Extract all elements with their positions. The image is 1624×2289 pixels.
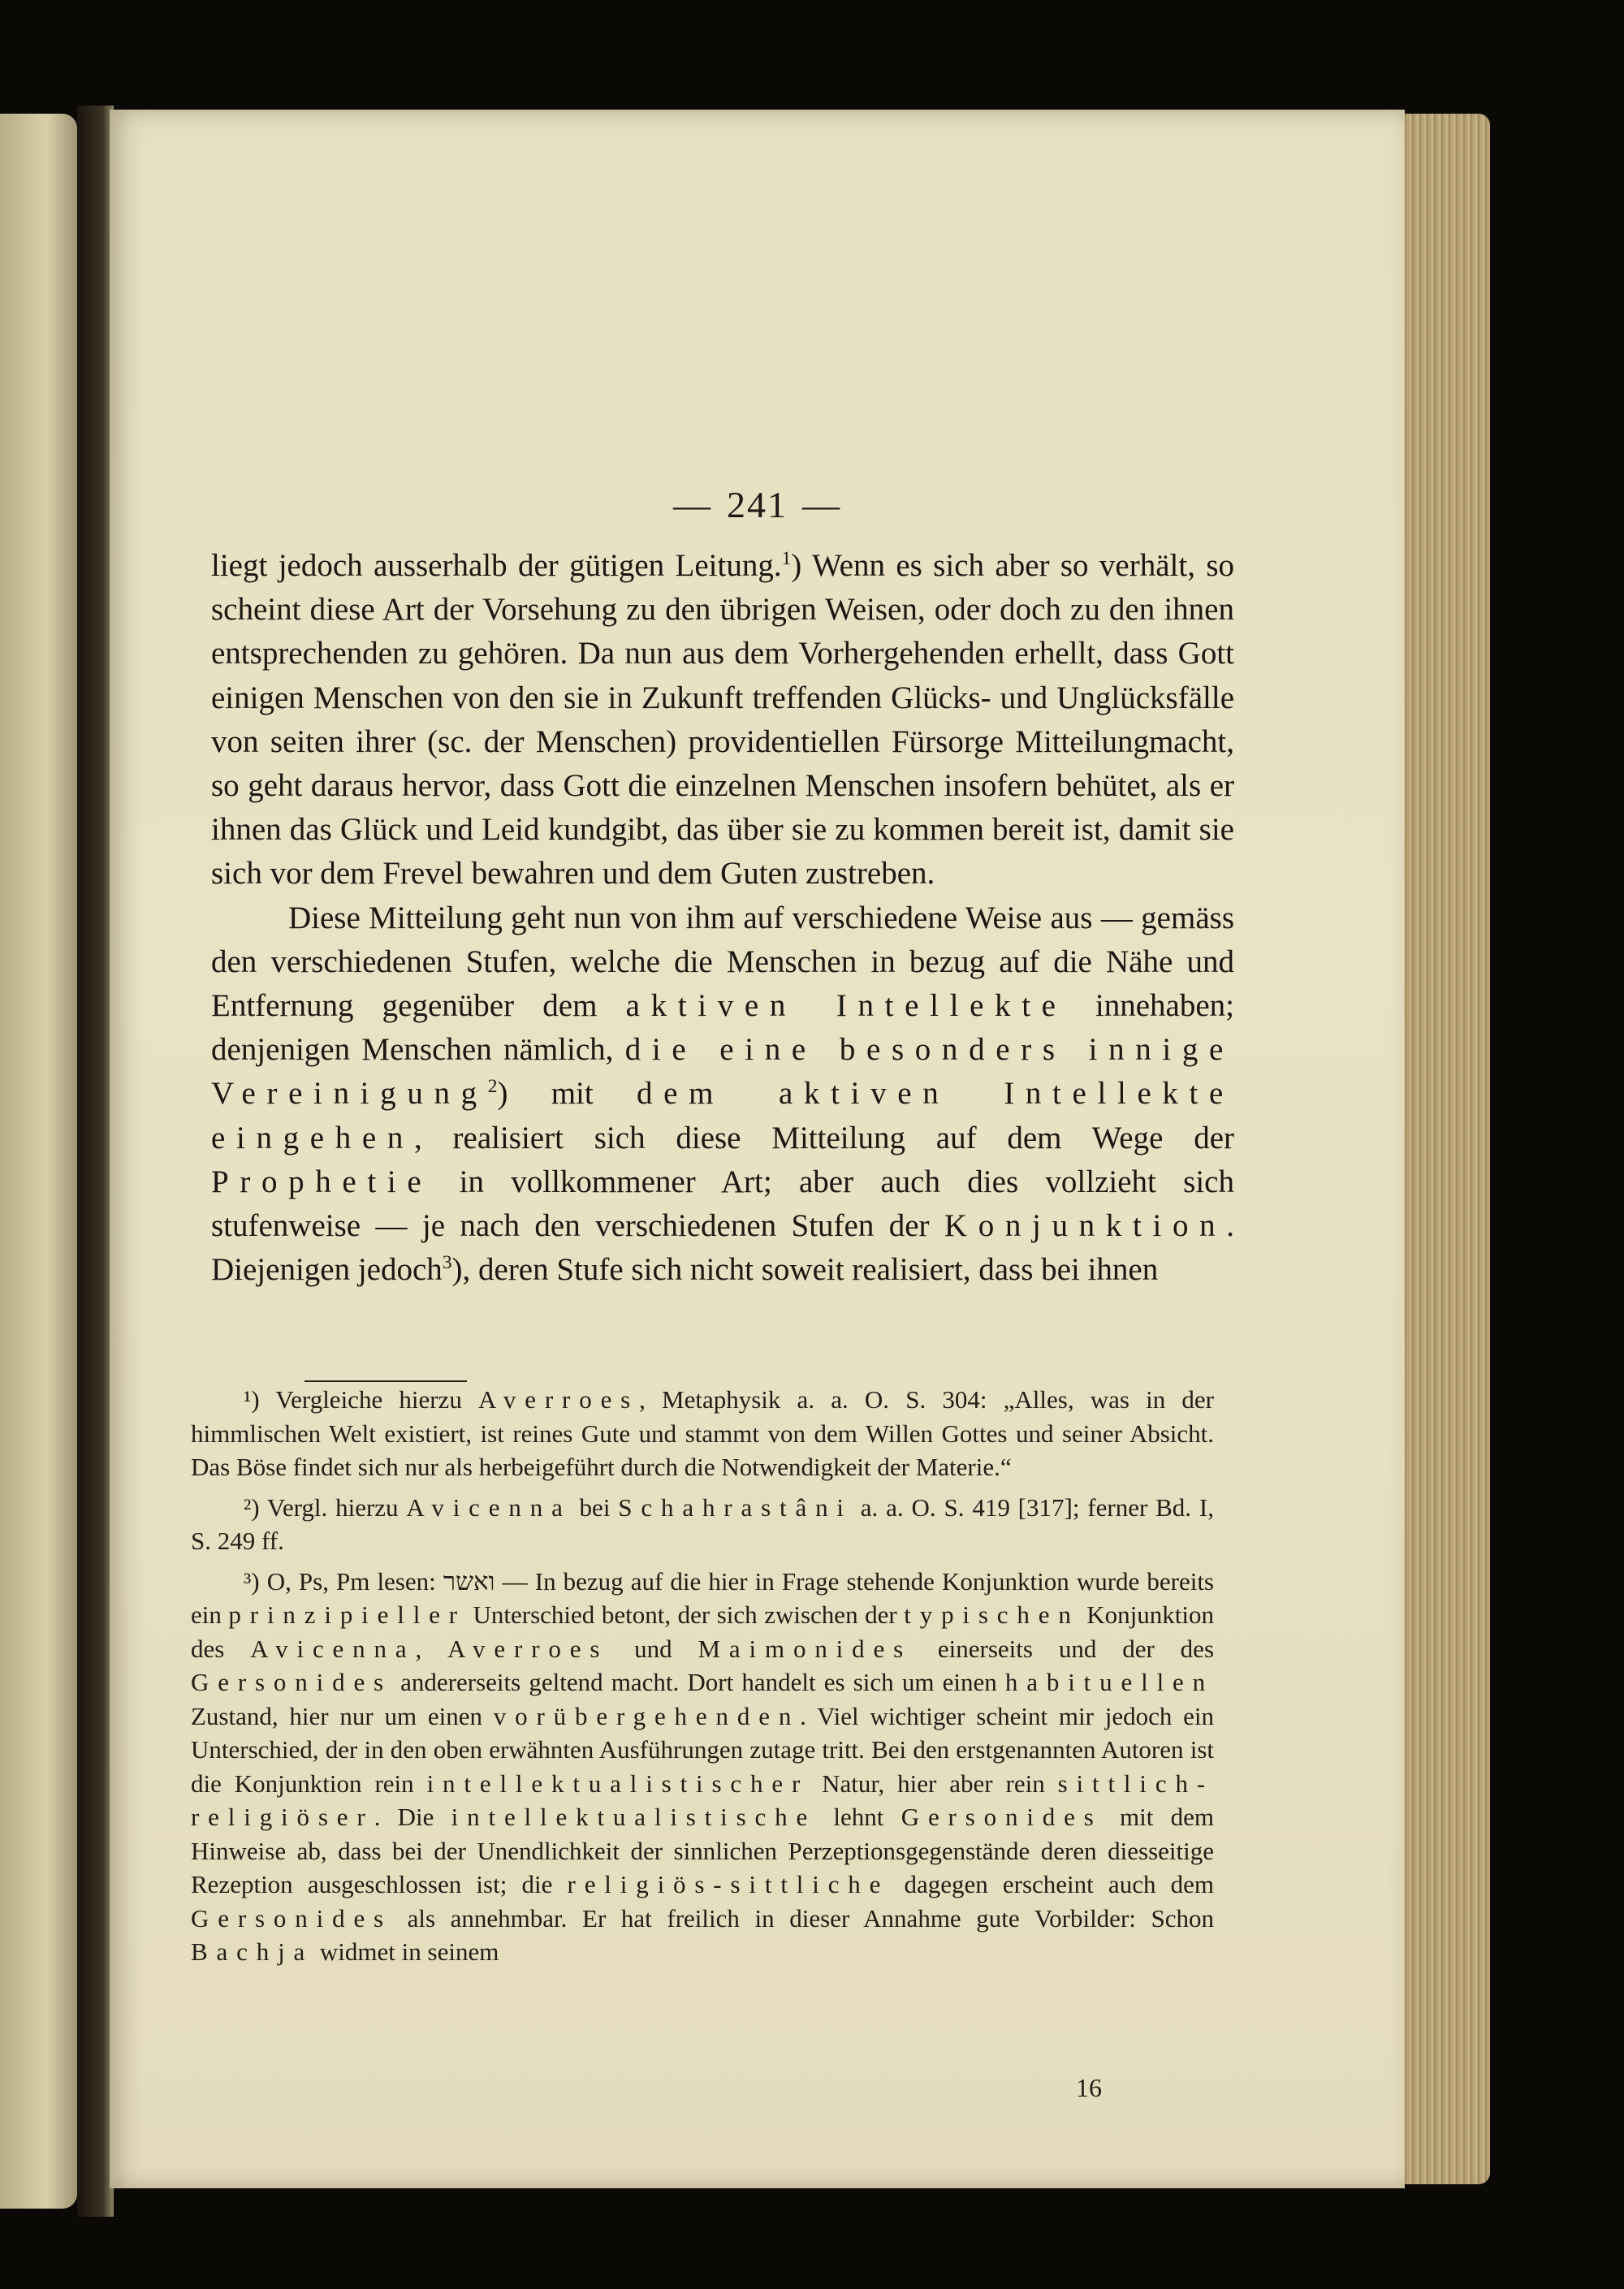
text-run: mit dem Hinweise ab, dass bei der Unendlichkeit der sinnlichen Perzeptionsgegenstände deren diesseitige Rezeption ausgeschlossen ist; die [191, 1803, 1214, 1898]
spaced-term: religiös-sittliche [567, 1870, 890, 1898]
text-run: einerseits und der des [912, 1634, 1215, 1663]
header-dash-right: — [802, 484, 841, 525]
text-run: andererseits geltend macht. Dort handelt es sich um einen [391, 1668, 1005, 1696]
text-run: — In bezug auf die hier in Frage stehende Konjunktion wurde bereits ein [191, 1566, 1214, 1629]
spaced-term: Bachja [191, 1937, 314, 1966]
text-run: , realisiert sich diese Mitteilung auf dem Wege der [413, 1120, 1234, 1155]
text-run: bei [571, 1492, 619, 1522]
footnote-ref-2: 2 [487, 1076, 498, 1098]
book-page [110, 110, 1405, 2188]
spaced-term: intellektualistische [451, 1803, 817, 1831]
footnote-ref-3: 3 [442, 1252, 452, 1274]
footnote-ref-1: 1 [781, 548, 792, 569]
header-dash-left: — [673, 484, 712, 525]
spaced-term: Avicenna [250, 1634, 416, 1663]
text-run: . Viel wichtiger scheint mir jedoch ein Unterschied, der in den oben erwähnten Ausführungen zutage tritt. Bei den erstgenannten Autoren ist die Konjunktion rein [191, 1701, 1214, 1798]
spaced-term: Gersonides [901, 1803, 1103, 1831]
spaced-term: vorübergehenden [493, 1701, 801, 1730]
text-run: Natur, hier aber rein [809, 1769, 1058, 1798]
text-run: widmet in seinem [313, 1937, 499, 1966]
spaced-term: prinzipieller [228, 1600, 466, 1629]
spaced-term: habituellen [1004, 1668, 1214, 1696]
spaced-term: Avicenna [406, 1492, 572, 1522]
spaced-term: sittlich-religiöser [191, 1769, 1214, 1831]
text-run: Unterschied betont, der sich zwischen der [465, 1600, 905, 1629]
text-run: ³) O, Ps, Pm lesen: [244, 1566, 443, 1596]
text-run: , [415, 1634, 448, 1663]
text-run: , Metaphysik a. a. O. S. 304: „Alles, was in der himmlischen Welt existiert, ist reines Gute und stammt von dem Willen Gottes und seiner Absicht. Das Böse findet sich nur als herbeigeführt durch die Notwendigkeit der Materie.“ [191, 1385, 1214, 1481]
main-text [211, 544, 1234, 1292]
footnote-2 [191, 1491, 1214, 1558]
spaced-term: typischen [904, 1600, 1080, 1629]
spaced-term: Konjunktion [944, 1208, 1227, 1244]
page-number: 241 [727, 484, 788, 525]
hebrew-word: ואשר [443, 1566, 495, 1596]
text-run: dagegen erscheint auch dem [889, 1870, 1214, 1898]
signature-mark: 16 [1076, 2073, 1102, 2102]
footnotes [191, 1383, 1214, 1976]
spaced-term: Averroes [477, 1385, 640, 1414]
text-run: ), deren Stufe sich nicht soweit realisiert, dass bei ihnen [451, 1252, 1159, 1288]
footnote-3 [191, 1565, 1214, 1969]
text-run: liegt jedoch ausserhalb der gütigen Leitung. [211, 548, 782, 583]
text-run: innehaben; denjenigen Menschen nämlich, [211, 988, 1234, 1068]
spaced-term: Averroes [447, 1634, 609, 1663]
text-run: in vollkommener Art; aber auch dies vollzieht sich stufenweise — je nach den verschiedenen Stufen der [211, 1164, 1234, 1244]
paragraph-1 [211, 544, 1234, 896]
text-run: . Diejenigen jedoch [211, 1208, 1234, 1288]
spaced-term: Prophetie [211, 1164, 433, 1199]
text-run: als annehmbar. Er hat freilich in dieser Annahme gute Vorbilder: Schon [391, 1903, 1214, 1933]
page-edges [1401, 114, 1490, 2184]
text-run: lehnt [816, 1803, 901, 1831]
page-header [110, 483, 1405, 526]
text-run: . Die [374, 1803, 451, 1831]
footnote-1 [191, 1383, 1214, 1484]
text-run: ) Wenn es sich aber so verhält, so scheint diese Art der Vorsehung zu den übrigen Weisen, oder doch zu den ihnen entsprechenden zu gehören. Da nun aus dem Vorhergehenden erhellt, dass Gott einigen Menschen von den sie in Zukunft treffenden Glücks- und Unglücksfälle von seiten ihrer (sc. der Menschen) providentiellen Fürsorge Mitteilungmacht, so geht daraus hervor, dass Gott die einzelnen Menschen insofern behütet, als er ihnen das Glück und Leid kundgibt, das über sie zu kommen bereit ist, damit sie sich vor dem Frevel bewahren und dem Guten zustreben. [211, 548, 1234, 892]
spaced-term: intellektualistischer [426, 1769, 810, 1798]
text-run: Zustand, hier nur um einen [191, 1701, 494, 1730]
left-page-edge [0, 114, 77, 2209]
text-run: Diese Mitteilung geht nun von ihm auf verschiedene Weise aus — gemäss den verschiedenen Stufen, welche die Menschen in bezug auf die Nähe und Entfernung gegenüber dem [211, 900, 1234, 1024]
text-run: ¹) Vergleiche hierzu [244, 1385, 478, 1414]
spaced-term: Maimonides [698, 1634, 913, 1663]
footnote-rule [304, 1380, 467, 1382]
text-run: a. a. O. S. 419 [317]; ferner Bd. I, S. 249 ff. [191, 1492, 1214, 1555]
book-gutter [77, 106, 114, 2217]
spaced-term: Gersonides [191, 1903, 392, 1933]
spaced-term: Gersonides [191, 1668, 392, 1696]
spaced-term: aktiven Intellekte [625, 988, 1067, 1024]
text-run: und [608, 1634, 698, 1663]
text-run: ²) Vergl. hierzu [244, 1492, 407, 1522]
spaced-term: dem aktiven Intellekte eingehen [211, 1076, 1235, 1155]
spaced-term: Schahrastâni [618, 1492, 853, 1522]
paragraph-2 [211, 896, 1234, 1293]
text-run: ) mit [497, 1076, 637, 1112]
spaced-term: die eine besonders innige Vereinigung [211, 1032, 1234, 1112]
text-run: Konjunktion des [191, 1600, 1214, 1663]
